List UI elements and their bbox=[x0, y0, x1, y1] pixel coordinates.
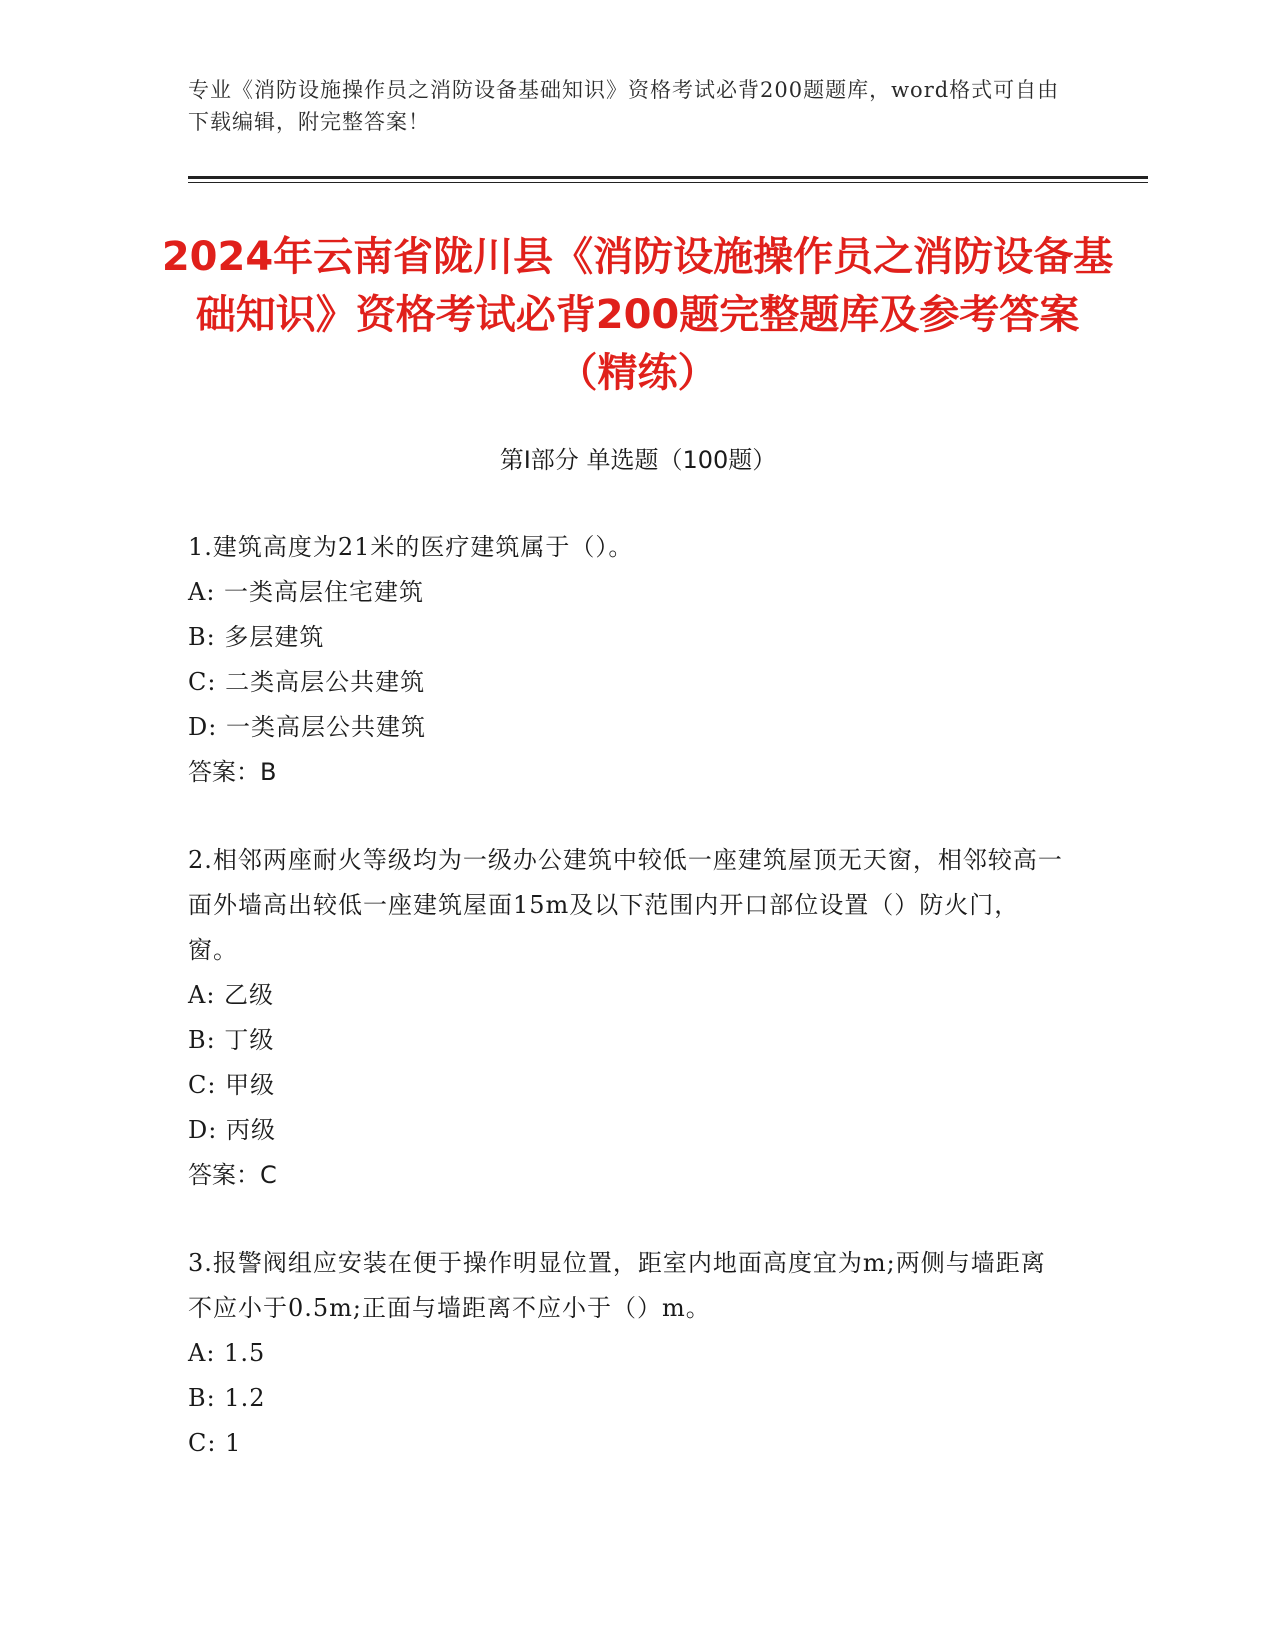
question-list bbox=[188, 525, 1068, 1509]
question-1 bbox=[188, 525, 1068, 795]
document-title: 2024年云南省陇川县《消防设施操作员之消防设备基础知识》资格考试必背200题完整题库及参考答案（精练） bbox=[161, 234, 1114, 396]
question-stem: 1.建筑高度为21米的医疗建筑属于（）。 bbox=[188, 533, 634, 561]
option-b: B: 丁级 bbox=[188, 1026, 275, 1054]
question-stem: 2.相邻两座耐火等级均为一级办公建筑中较低一座建筑屋顶无天窗，相邻较高一面外墙高出较低一座建筑屋面15m及以下范围内开口部位设置（）防火门，窗。 bbox=[188, 846, 1063, 964]
option-a: A: 乙级 bbox=[188, 981, 275, 1009]
option-c: C: 二类高层公共建筑 bbox=[188, 668, 426, 696]
option-d: D: 丙级 bbox=[188, 1116, 276, 1144]
question-3 bbox=[188, 1241, 1068, 1466]
option-a: A: 一类高层住宅建筑 bbox=[188, 578, 425, 606]
question-stem: 3.报警阀组应安装在便于操作明显位置，距室内地面高度宜为m;两侧与墙距离不应小于0.5m;正面与墙距离不应小于（）m。 bbox=[188, 1249, 1046, 1322]
option-c: C: 甲级 bbox=[188, 1071, 276, 1099]
option-b: B: 多层建筑 bbox=[188, 623, 325, 651]
header-note: 专业《消防设施操作员之消防设备基础知识》资格考试必背200题题库，word格式可自由下载编辑，附完整答案！ bbox=[188, 78, 1060, 134]
header-rule-thin bbox=[188, 182, 1148, 183]
header-rule-thick bbox=[188, 176, 1148, 179]
option-b: B: 1.2 bbox=[188, 1384, 266, 1412]
option-c: C: 1 bbox=[188, 1429, 242, 1457]
answer: 答案：B bbox=[188, 758, 277, 786]
option-d: D: 一类高层公共建筑 bbox=[188, 713, 426, 741]
option-a: A: 1.5 bbox=[188, 1339, 266, 1367]
question-2 bbox=[188, 838, 1068, 1198]
section-title: 第I部分 单选题（100题） bbox=[499, 446, 777, 474]
answer: 答案：C bbox=[188, 1161, 277, 1189]
